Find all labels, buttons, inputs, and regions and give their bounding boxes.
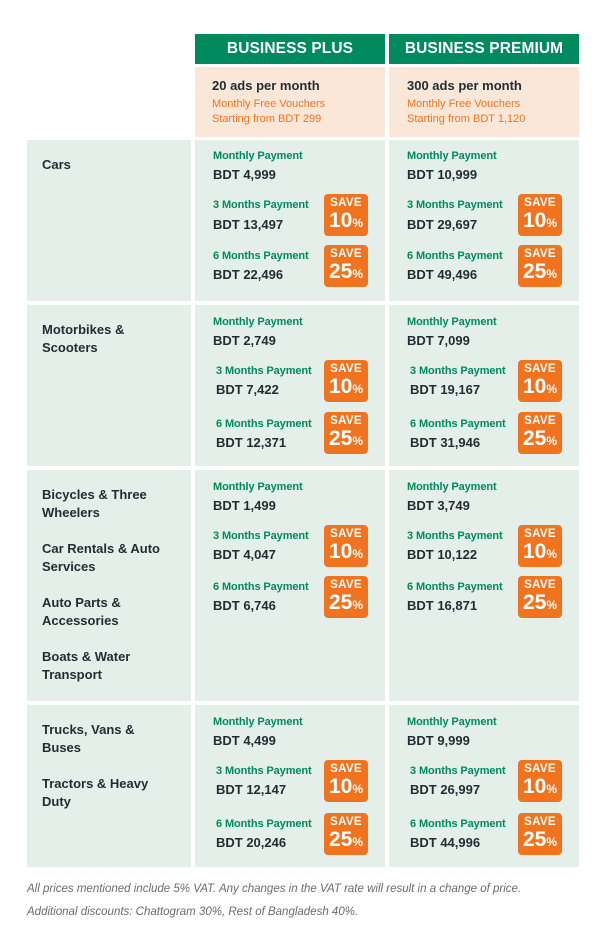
voucher-text: Monthly Free Vouchers [407, 98, 521, 110]
pricing-row-motorbikes [27, 305, 579, 466]
three-month-price: BDT 26,997 [410, 782, 481, 797]
category-name: Tractors & Heavy Duty [42, 776, 149, 809]
footnote [27, 878, 587, 924]
pricing-row-bicycles [27, 470, 579, 701]
category-cell [27, 305, 191, 466]
six-month-price: BDT 12,371 [216, 435, 287, 450]
three-month-label: 3 Months Payment [407, 530, 503, 542]
category-name: Trucks, Vans & Buses [42, 722, 135, 755]
category-name: Bicycles & Three Wheelers [42, 487, 147, 520]
six-month-label: 6 Months Payment [213, 250, 309, 262]
six-month-price: BDT 22,496 [213, 267, 284, 282]
category-cell [27, 470, 191, 701]
three-month-price: BDT 12,147 [216, 782, 287, 797]
three-month-price: BDT 10,122 [407, 547, 478, 562]
save-25-badge: SAVE 25% [324, 245, 368, 287]
save-25-badge: SAVE 25% [324, 576, 368, 618]
voucher-text: Monthly Free Vouchers [212, 98, 326, 110]
save-10-badge: SAVE 10% [324, 360, 368, 402]
category-cell [27, 140, 191, 301]
save-10-badge: SAVE 10% [518, 760, 562, 802]
save-10-badge: SAVE 10% [518, 194, 562, 236]
price-cell-premium [389, 140, 579, 301]
six-month-label: 6 Months Payment [410, 418, 506, 430]
monthly-price: BDT 2,749 [213, 333, 276, 348]
save-25-badge: SAVE 25% [518, 813, 562, 855]
save-25-badge: SAVE 25% [324, 813, 368, 855]
save-25-badge: SAVE 25% [518, 245, 562, 287]
category-name: Auto Parts & Accessories [42, 595, 121, 628]
category-name: Motorbikes & Scooters [42, 322, 125, 355]
six-month-price: BDT 6,746 [213, 598, 276, 613]
price-cell-plus [195, 705, 385, 867]
voucher-price: Starting from BDT 299 [212, 113, 322, 125]
six-month-label: 6 Months Payment [410, 818, 506, 830]
three-month-label: 3 Months Payment [216, 365, 312, 377]
monthly-label: Monthly Payment [407, 716, 497, 728]
price-cell-plus [195, 305, 385, 466]
save-25-badge: SAVE 25% [324, 412, 368, 454]
monthly-label: Monthly Payment [213, 481, 303, 493]
six-month-label: 6 Months Payment [407, 581, 503, 593]
ads-per-month: 300 ads per month [407, 78, 522, 93]
monthly-label: Monthly Payment [407, 316, 497, 328]
save-10-badge: SAVE 10% [518, 525, 562, 567]
vat-note: All prices mentioned include 5% VAT. Any changes in the VAT rate will result in a change of price. [27, 883, 522, 895]
monthly-price: BDT 4,499 [213, 733, 276, 748]
six-month-price: BDT 16,871 [407, 598, 478, 613]
six-month-price: BDT 44,996 [410, 835, 481, 850]
category-name: Car Rentals & Auto Services [42, 541, 160, 574]
save-10-badge: SAVE 10% [518, 360, 562, 402]
monthly-price: BDT 9,999 [407, 733, 470, 748]
three-month-label: 3 Months Payment [410, 365, 506, 377]
price-cell-plus [195, 140, 385, 301]
three-month-label: 3 Months Payment [407, 199, 503, 211]
price-cell-premium [389, 470, 579, 701]
plan-summary-business-plus [195, 67, 385, 137]
monthly-price: BDT 4,999 [213, 167, 276, 182]
three-month-label: 3 Months Payment [213, 199, 309, 211]
save-25-badge: SAVE 25% [518, 576, 562, 618]
plan-summary-business-premium [389, 67, 579, 137]
category-name: Cars [42, 157, 71, 172]
monthly-label: Monthly Payment [213, 316, 303, 328]
three-month-price: BDT 13,497 [213, 217, 284, 232]
six-month-label: 6 Months Payment [216, 818, 312, 830]
price-cell-premium [389, 705, 579, 867]
six-month-price: BDT 31,946 [410, 435, 481, 450]
six-month-price: BDT 20,246 [216, 835, 287, 850]
monthly-price: BDT 1,499 [213, 498, 276, 513]
six-month-price: BDT 49,496 [407, 267, 478, 282]
voucher-price: Starting from BDT 1,120 [407, 113, 526, 125]
plan-header-business-plus: BUSINESS PLUS [195, 34, 385, 64]
six-month-label: 6 Months Payment [216, 418, 312, 430]
three-month-price: BDT 19,167 [410, 382, 481, 397]
three-month-price: BDT 4,047 [213, 547, 276, 562]
save-25-badge: SAVE 25% [518, 412, 562, 454]
monthly-label: Monthly Payment [213, 150, 303, 162]
monthly-price: BDT 7,099 [407, 333, 470, 348]
monthly-price: BDT 3,749 [407, 498, 470, 513]
monthly-price: BDT 10,999 [407, 167, 478, 182]
six-month-label: 6 Months Payment [407, 250, 503, 262]
save-10-badge: SAVE 10% [324, 525, 368, 567]
category-cell [27, 705, 191, 867]
three-month-label: 3 Months Payment [410, 765, 506, 777]
ads-per-month: 20 ads per month [212, 78, 320, 93]
three-month-label: 3 Months Payment [213, 530, 309, 542]
pricing-row-cars [27, 140, 579, 301]
price-cell-plus [195, 470, 385, 701]
save-10-badge: SAVE 10% [324, 194, 368, 236]
six-month-label: 6 Months Payment [213, 581, 309, 593]
three-month-price: BDT 7,422 [216, 382, 279, 397]
three-month-price: BDT 29,697 [407, 217, 478, 232]
monthly-label: Monthly Payment [407, 150, 497, 162]
monthly-label: Monthly Payment [213, 716, 303, 728]
category-name: Boats & Water Transport [42, 649, 131, 682]
three-month-label: 3 Months Payment [216, 765, 312, 777]
save-10-badge: SAVE 10% [324, 760, 368, 802]
pricing-row-trucks [27, 705, 579, 867]
price-cell-premium [389, 305, 579, 466]
plan-header-business-premium: BUSINESS PREMIUM [389, 34, 579, 64]
discount-note: Additional discounts: Chattogram 30%, Rest of Bangladesh 40%. [27, 906, 359, 918]
monthly-label: Monthly Payment [407, 481, 497, 493]
